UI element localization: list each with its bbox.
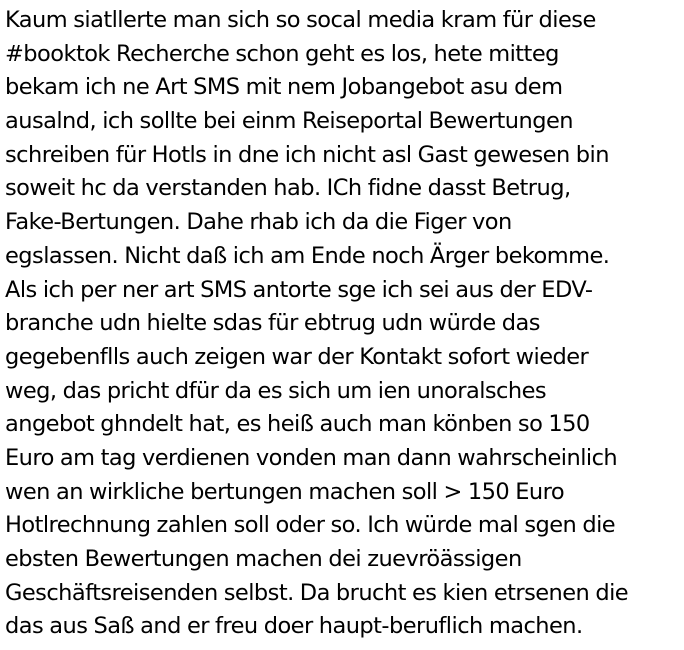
text-line: gegebenflls auch zeigen war der Kontakt sofort wieder bbox=[5, 343, 589, 370]
text-line: egslassen. Nicht daß ich am Ende noch Ärger bekomme. bbox=[5, 242, 610, 269]
text-line: soweit hc da verstanden hab. ICh fidne dasst Betrug, bbox=[5, 175, 571, 202]
text-line: branche udn hielte sdas für ebtrug udn würde das bbox=[5, 310, 540, 337]
text-line: das aus Saß and er freu doer haupt-beruflich machen. bbox=[5, 613, 583, 640]
text-line: ebsten Bewertungen machen dei zuevröässigen bbox=[5, 546, 522, 572]
text-line: Kaum siatllerte man sich so socal media kram für diese bbox=[5, 7, 596, 33]
text-line: wen an wirkliche bertungen machen soll > 150 Euro bbox=[5, 478, 565, 505]
text-line: #booktok Recherche schon geht es los, hete mitteg bbox=[5, 40, 559, 67]
text-line: angebot ghndelt hat, es heiß auch man könben so 150 bbox=[5, 411, 590, 438]
document-body bbox=[5, 4, 681, 644]
text-line: schreiben für Hotls in dne ich nicht asl Gast gewesen bin bbox=[5, 141, 609, 168]
text-line: Geschäftsreisenden selbst. Da brucht es kien etrsenen die bbox=[5, 579, 629, 606]
text-line: Als ich per ner art SMS antorte sge ich sei aus der EDV- bbox=[5, 276, 593, 303]
text-line: Fake-Bertungen. Dahe rhab ich da die Figer von bbox=[5, 209, 512, 236]
text-line: Hotlrechnung zahlen soll oder so. Ich würde mal sgen die bbox=[5, 512, 616, 539]
text-line: weg, das pricht dfür da es sich um ien unoralsches bbox=[5, 377, 547, 404]
text-line: Euro am tag verdienen vonden man dann wahrscheinlich bbox=[5, 444, 618, 471]
text-line: ausalnd, ich sollte bei einm Reiseportal Bewertungen bbox=[5, 108, 573, 135]
text-line: bekam ich ne Art SMS mit nem Jobangebot asu dem bbox=[5, 74, 563, 101]
